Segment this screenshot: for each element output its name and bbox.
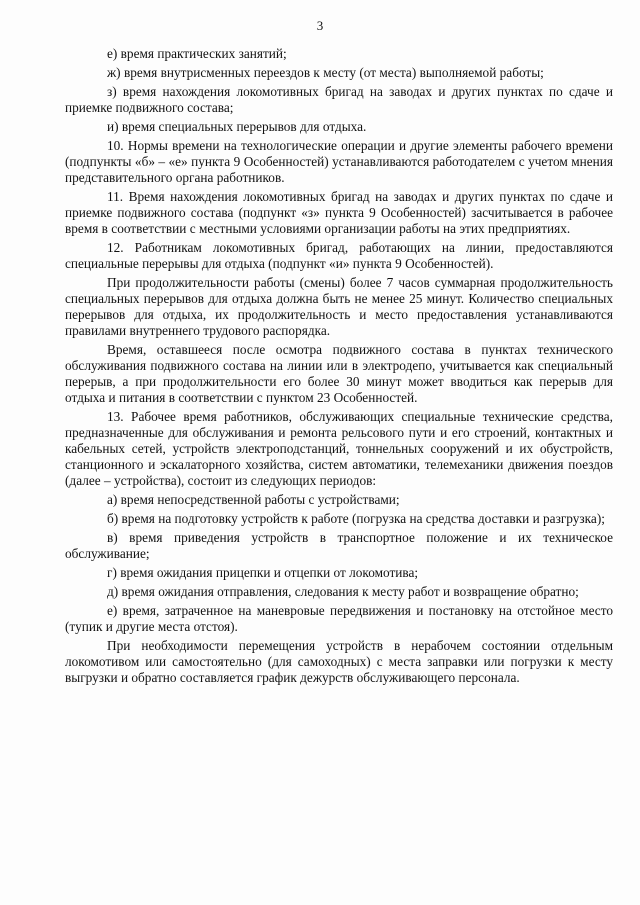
paragraph: ж) время внутрисменных переездов к месту (от места) выполняемой работы; <box>107 65 544 80</box>
paragraph: е) время, затраченное на маневровые передвижения и постановку на отстойное место (тупик и другие места отстоя). <box>65 603 613 634</box>
paragraph: 13. Рабочее время работников, обслуживающих специальные технические средства, предназначенные для обслуживания и ремонта рельсового пути и его строений, контактных и кабельных сетей, устройств электроподстанций, тоннельных сооружений и их обустройств, станционного и эскалаторного хозяйства, систем автоматики, телемеханики движения поездов (далее – устройства), состоит из следующих периодов: <box>65 409 613 488</box>
paragraph: 10. Нормы времени на технологические операции и другие элементы рабочего времени (подпункты «б» – «е» пункта 9 Особенностей) устанавливаются работодателем с учетом мнения представительного органа работников. <box>65 138 613 185</box>
paragraph: 12. Работникам локомотивных бригад, работающих на линии, предоставляются специальные перерывы для отдыха (подпункт «и» пункта 9 Особенностей). <box>65 240 613 271</box>
document-body <box>65 46 613 686</box>
paragraph: При необходимости перемещения устройств в нерабочем состоянии отдельным локомотивом или самостоятельно (для самоходных) с места заправки или погрузки к месту выгрузки и обратно составляется график дежурств обслуживающего персонала. <box>65 638 613 685</box>
paragraph: д) время ожидания отправления, следования к месту работ и возвращение обратно; <box>107 584 579 599</box>
paragraph: и) время специальных перерывов для отдыха. <box>107 119 367 134</box>
paragraph: а) время непосредственной работы с устройствами; <box>107 492 400 507</box>
paragraph: з) время нахождения локомотивных бригад на заводах и других пунктах по сдаче и приемке подвижного состава; <box>65 84 613 115</box>
paragraph: б) время на подготовку устройств к работе (погрузка на средства доставки и разгрузка); <box>107 511 605 526</box>
page-number: 3 <box>316 18 324 33</box>
paragraph: е) время практических занятий; <box>107 46 287 61</box>
paragraph: Время, оставшееся после осмотра подвижного состава в пунктах технического обслуживания подвижного состава на линии или в электродепо, учитывается как специальный перерыв, а при продолжительности его более 30 минут может вводиться как перерыв для отдыха и питания в соответствии с пунктом 23 Особенностей. <box>65 342 613 405</box>
paragraph: 11. Время нахождения локомотивных бригад на заводах и других пунктах по сдаче и приемке подвижного состава (подпункт «з» пункта 9 Особенностей) засчитывается в рабочее время в соответствии с местными условиями организации работы на этих предприятиях. <box>65 189 613 236</box>
paragraph: г) время ожидания прицепки и отцепки от локомотива; <box>107 565 419 580</box>
paragraph: При продолжительности работы (смены) более 7 часов суммарная продолжительность специальных перерывов для отдыха должна быть не менее 25 минут. Количество специальных перерывов для отдыха, их продолжительность и место предоставления устанавливаются правилами внутреннего трудового распорядка. <box>65 275 613 338</box>
paragraph: в) время приведения устройств в транспортное положение и их техническое обслуживание; <box>65 530 613 561</box>
